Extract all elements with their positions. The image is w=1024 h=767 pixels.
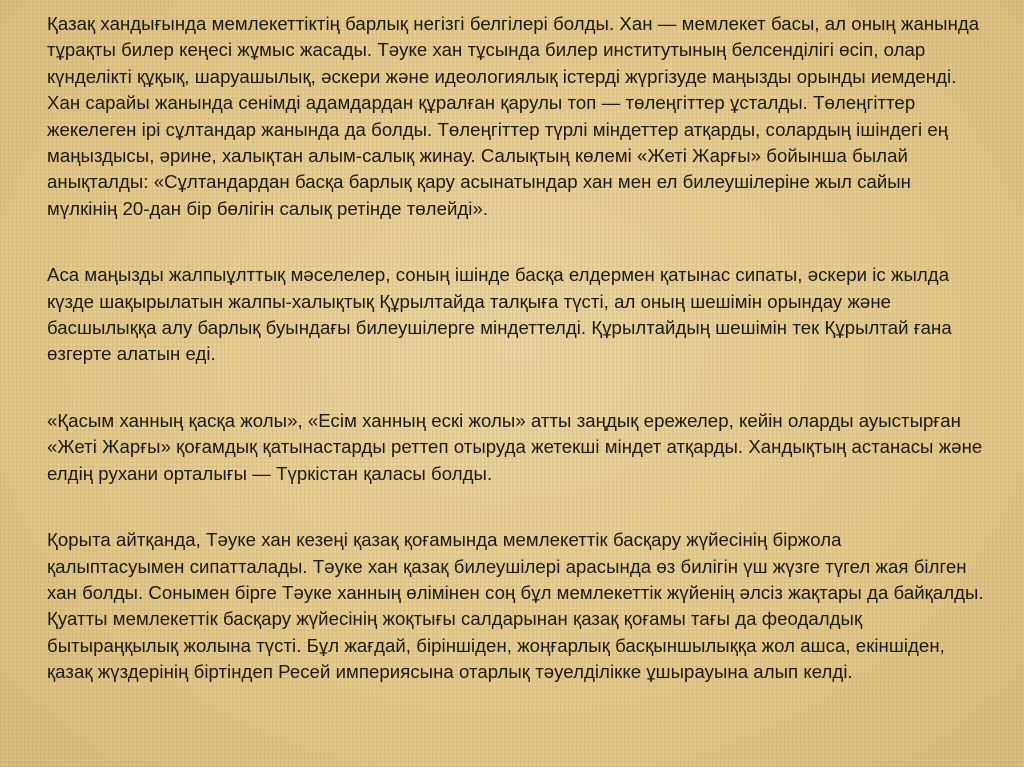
paragraph-kurultai: Аса маңызды жалпыұлттық мәселелер, соның ішінде басқа елдермен қатынас сипаты, әскери іс жылда күзде шақырылатын жалпы-халықтық Құрылтайда талқыға түсті, ал оның шешімін орындау және басшылыққа алу барлық буындағы билеушілерге міндеттелді. Құрылтайдың шешімін тек Құрылтай ғана өзгерте алатын еді.: [47, 264, 952, 365]
paragraph-state-structure: Қазақ хандығында мемлекеттіктің барлық негізгі белгілері болды. Хан — мемлекет басы, ал оның жанында тұрақты билер кеңесі жұмыс жасады. Тәуке хан тұсында билер институтының белсенділігі өсіп, олар күнделікті құқық, шаруашылық, әскери және идеологиялық істерді жүргізуде маңызды орынды иемденді. Хан сарайы жанында сенімді адамдардан құралған қарулы топ — төлеңгіттер ұсталды. Төлеңгіттер жекелеген ірі сұлтандар жанында да болды. Төлеңгіттер түрлі міндеттер атқарды, солардың ішіндегі ең маңыздысы, әрине, халықтан алым-салық жинау. Салықтың көлемі «Жеті Жарғы» бойынша былай анықталды: «Сұлтандардан басқа барлық қару асынатындар хан мен ел билеушілеріне жыл сайын мүлкінің 20-дан бір бөлігін салық ретінде төлейді».: [47, 13, 980, 219]
paragraph-laws-capital: «Қасым ханның қасқа жолы», «Есім ханның ескі жолы» атты заңдық ережелер, кейін оларды ауыстырған «Жеті Жарғы» қоғамдық қатынастарды реттеп отыруда жетекші міндет атқарды. Хандықтың астанасы және елдің рухани орталығы — Түркістан қаласы болды.: [47, 409, 983, 484]
paragraph-conclusion: Қорыта айтқанда, Тәуке хан кезеңі қазақ қоғамында мемлекеттік басқару жүйесінің біржола қалыптасуымен сипатталады. Тәуке хан қазақ билеушілері арасында өз билігін үш жүзге түгел жая білген хан болды. Сонымен бірге Тәуке ханның өлімінен соң бұл мемлекеттік жүйенің әлсіз жақтары да байқалды. Қуатты мемлекеттік басқару жүйесінің жоқтығы салдарынан қазақ қоғамы тағы да феодалдық бытыраңқылық жолына түсті. Бұл жағдай, біріншіден, жоңғарлық басқыншылыққа жол ашса, екіншіден, қазақ жүздерінің біртіндеп Ресей империясына отарлық тәуелділікке ұшырауына алып келді.: [47, 529, 984, 683]
